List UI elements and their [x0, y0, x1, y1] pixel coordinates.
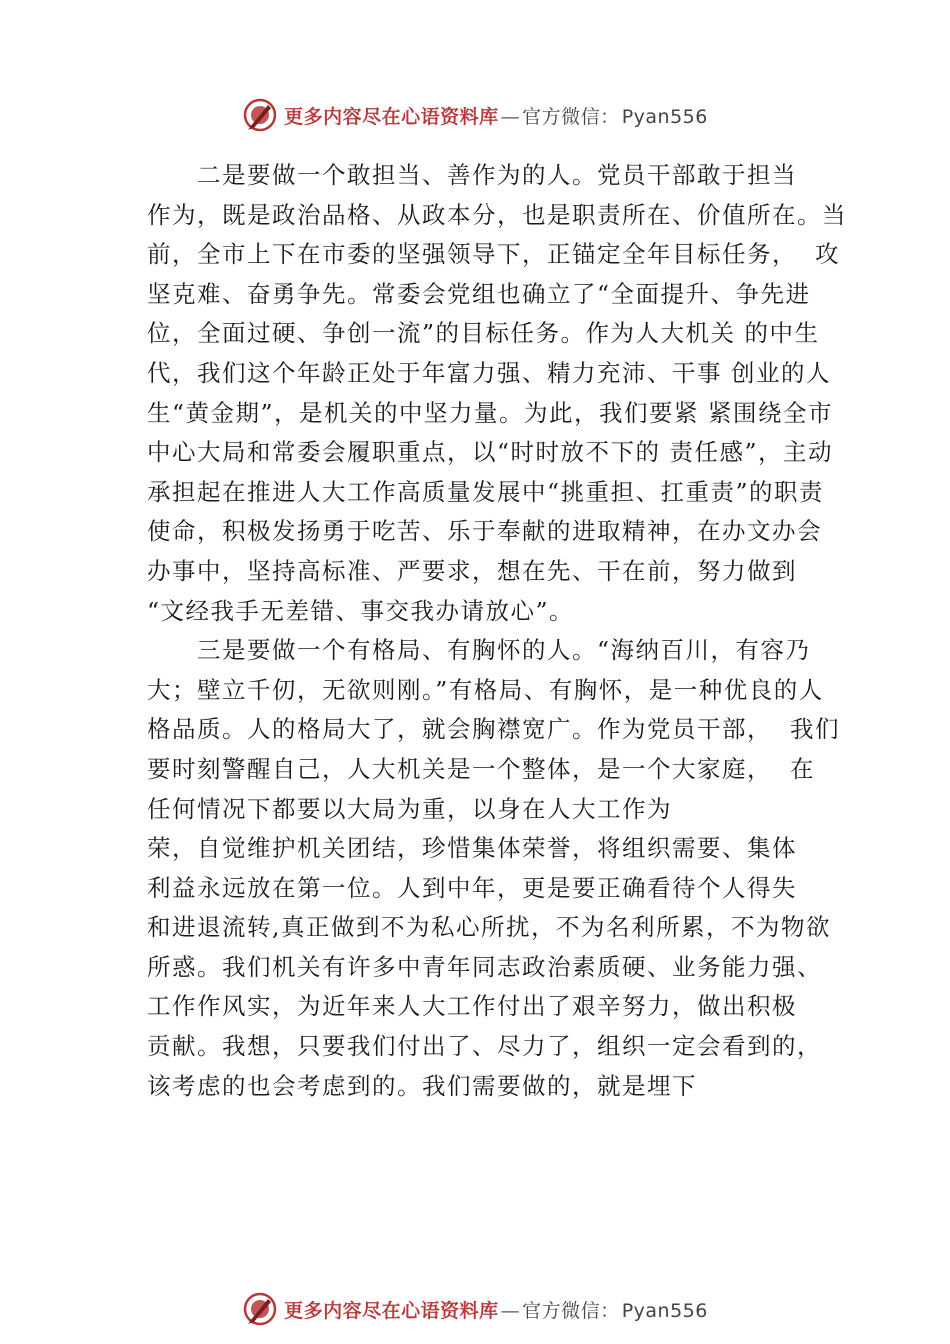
pen-seal-logo-icon: [242, 1291, 278, 1327]
body-line: “文经我手无差错、事交我办请放心”。: [147, 596, 575, 625]
header-banner-dash: —: [500, 105, 521, 128]
footer-banner-text: [284, 1296, 708, 1323]
body-line: 承担起在推进人大工作高质量发展中“挑重担、扛重责”的职责: [147, 477, 825, 506]
body-line: 要时刻警醒自己，人大机关是一个整体，是一个大家庭， 在: [147, 754, 815, 783]
body-line: 坚克难、奋勇争先。常委会党组也确立了“全面提升、争先进: [147, 279, 811, 308]
header-banner-text: [284, 102, 708, 129]
footer-banner-label: 官方微信：: [522, 1299, 620, 1322]
body-line: 生“黄金期”，是机关的中坚力量。为此，我们要紧 紧围绕全市: [147, 398, 833, 427]
body-line: 工作作风实，为近年来人大工作付出了艰辛努力，做出积极: [147, 992, 797, 1021]
body-line: 位，全面过硬、争创一流”的目标任务。作为人大机关 的中生: [147, 319, 820, 348]
header-banner-wechat-id: Pyan556: [621, 105, 708, 128]
body-line: 代，我们这个年龄正处于年富力强、精力充沛、干事 创业的人: [147, 358, 831, 387]
footer-banner-inner: [242, 1291, 708, 1327]
header-banner-main: 更多内容尽在心语资料库: [284, 105, 499, 128]
body-line: 格品质。人的格局大了，就会胸襟宽广。作为党员干部， 我们: [147, 715, 840, 744]
body-line: 中心大局和常委会履职重点，以“时时放不下的 责任感”，主动: [147, 438, 833, 467]
header-banner: [0, 95, 950, 135]
body-line: 荣，自觉维护机关团结，珍惜集体荣誉，将组织需要、集体: [147, 834, 797, 863]
footer-banner-dash: —: [500, 1299, 521, 1322]
pen-seal-logo-icon: [242, 97, 278, 133]
header-banner-inner: [242, 97, 708, 133]
body-line: 三是要做一个有格局、有胸怀的人。“海纳百川，有容乃: [147, 636, 811, 665]
footer-banner-main: 更多内容尽在心语资料库: [284, 1299, 499, 1322]
body-line: 该考虑的也会考虑到的。我们需要做的，就是埋下: [147, 1071, 697, 1100]
body-line: 利益永远放在第一位。人到中年，更是要正确看待个人得失: [147, 873, 797, 902]
body-line: 作为，既是政治品格、从政本分，也是职责所在、价值所在。当: [147, 200, 847, 229]
body-line: 和进退流转,真正做到不为私心所扰，不为名利所累，不为物欲: [147, 913, 831, 942]
body-line: 大；壁立千仞，无欲则刚。”有格局、有胸怀，是一种优良的人: [147, 675, 824, 704]
body-line: 任何情况下都要以大局为重，以身在人大工作为: [147, 794, 672, 823]
body-line: 使命，积极发扬勇于吃苦、乐于奉献的进取精神，在办文办会: [147, 517, 822, 546]
footer-banner-wechat-id: Pyan556: [621, 1299, 708, 1322]
header-banner-label: 官方微信：: [522, 105, 620, 128]
document-body: [147, 156, 847, 1106]
body-line: 贡献。我想，只要我们付出了、尽力了，组织一定会看到的，: [147, 1032, 822, 1061]
body-line: 前，全市上下在市委的坚强领导下，正锚定全年目标任务， 攻: [147, 240, 840, 269]
footer-banner: [0, 1289, 950, 1329]
body-line: 二是要做一个敢担当、善作为的人。党员干部敢于担当: [147, 161, 797, 189]
body-line: 办事中，坚持高标准、严要求，想在先、干在前，努力做到: [147, 556, 797, 585]
body-line: 所惑。我们机关有许多中青年同志政治素质硬、业务能力强、: [147, 952, 822, 981]
